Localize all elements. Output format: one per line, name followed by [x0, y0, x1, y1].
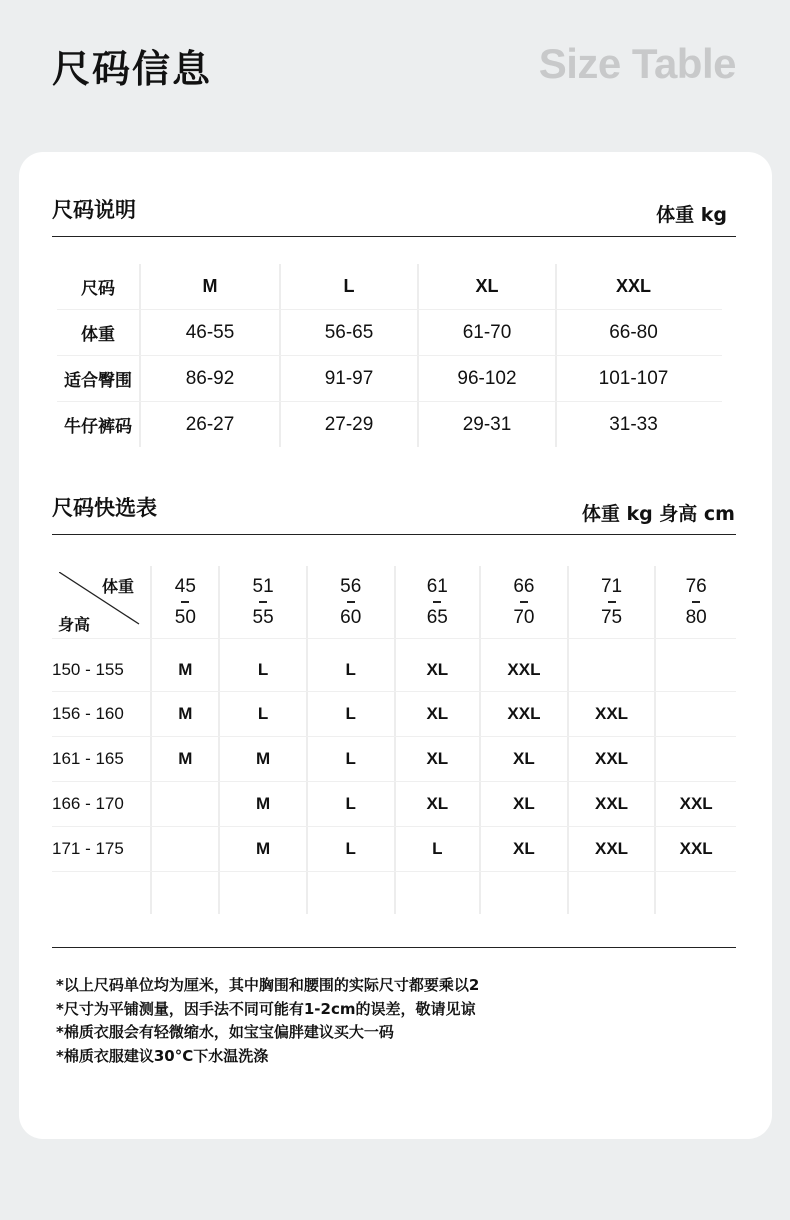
size-cell: L: [306, 737, 394, 781]
height-range: 171 - 175: [52, 839, 124, 858]
dash: [520, 601, 528, 603]
dash: [181, 601, 189, 603]
weight-from: 56: [340, 575, 362, 597]
quick-section-title: 尺码快选表: [52, 496, 157, 520]
dash: [608, 601, 616, 603]
quick-size-table: [52, 566, 736, 914]
size-cell: L: [306, 827, 394, 871]
table-cell: 56-65: [279, 310, 417, 355]
table-row: [57, 310, 722, 356]
dash: [347, 601, 355, 603]
weight-to: 50: [174, 606, 196, 628]
size-cell: XXL: [654, 782, 736, 826]
corner-cell: [52, 566, 150, 638]
quick-section-unit: 体重 kg 身高 cm: [581, 503, 735, 525]
height-range: 150 - 155: [52, 660, 124, 679]
dash: [433, 601, 441, 603]
dash: [259, 601, 267, 603]
size-cell: XL: [394, 692, 480, 736]
size-cell: [654, 692, 736, 736]
weight-range: [306, 566, 394, 638]
size-cell: M: [150, 639, 218, 691]
weight-range: [479, 566, 567, 638]
weight-from: 45: [174, 575, 196, 597]
page-subtitle: Size Table: [538, 40, 736, 87]
empty-cell: [52, 872, 150, 914]
size-table: [57, 264, 722, 447]
weight-range: [654, 566, 736, 638]
size-cell: XXL: [654, 827, 736, 871]
height-range: 166 - 170: [52, 794, 124, 813]
notes-divider: [52, 947, 736, 948]
size-cell: XL: [479, 782, 567, 826]
table-cell: 61-70: [417, 310, 555, 355]
weight-from: 51: [252, 575, 274, 597]
size-cell: [654, 737, 736, 781]
empty-cell: [218, 872, 306, 914]
size-cell: XL: [394, 782, 480, 826]
weight-to: 80: [685, 606, 707, 628]
size-cell: L: [306, 639, 394, 691]
size-cell: [654, 639, 736, 691]
weight-from: 66: [513, 575, 535, 597]
size-card: [19, 152, 772, 1139]
size-cell: L: [306, 692, 394, 736]
size-cell: M: [218, 827, 306, 871]
table-cell: 27-29: [279, 402, 417, 447]
empty-cell: [567, 872, 655, 914]
table-row: [52, 737, 736, 782]
empty-cell: [394, 872, 480, 914]
size-cell: XXL: [567, 692, 655, 736]
weight-from: 61: [426, 575, 448, 597]
table-row: [52, 692, 736, 737]
corner-weight-label: 体重: [102, 577, 135, 596]
size-cell: [150, 782, 218, 826]
weight-range: [150, 566, 218, 638]
table-row: [52, 782, 736, 827]
size-cell: XL: [394, 737, 480, 781]
page-title: 尺码信息: [52, 47, 213, 91]
table-row: [52, 827, 736, 872]
table-cell: 29-31: [417, 402, 555, 447]
size-section-unit: 体重 kg: [656, 204, 727, 226]
size-cell: M: [218, 782, 306, 826]
empty-cell: [654, 872, 736, 914]
table-cell: 91-97: [279, 356, 417, 401]
weight-to: 60: [340, 606, 362, 628]
weight-to: 65: [426, 606, 448, 628]
weight-from: 76: [685, 575, 707, 597]
size-table-header: [57, 264, 722, 310]
size-cell: XXL: [567, 827, 655, 871]
care-notes: [56, 974, 479, 1068]
row-label: 体重: [81, 325, 115, 345]
quick-table-header: [52, 566, 736, 639]
note-line: *以上尺码单位均为厘米，其中胸围和腰围的实际尺寸都要乘以2: [56, 976, 480, 994]
weight-from: 71: [600, 575, 623, 597]
header-cell: XXL: [555, 264, 710, 309]
table-cell: 86-92: [139, 356, 279, 401]
size-cell: L: [394, 827, 480, 871]
section-divider: [52, 236, 736, 237]
size-cell: XL: [394, 639, 480, 691]
size-cell: M: [150, 692, 218, 736]
size-cell: XL: [479, 827, 567, 871]
dash: [692, 601, 700, 603]
table-cell: 31-33: [555, 402, 710, 447]
weight-to: 70: [513, 606, 535, 628]
table-row: [52, 639, 736, 692]
weight-to: 55: [252, 606, 274, 628]
row-label: 适合臀围: [64, 371, 132, 391]
size-cell: XXL: [479, 692, 567, 736]
size-cell: XXL: [567, 782, 655, 826]
size-section-title: 尺码说明: [52, 198, 136, 222]
size-cell: M: [150, 737, 218, 781]
header-cell: XL: [417, 264, 555, 309]
corner-height-label: 身高: [58, 615, 91, 634]
size-cell: L: [218, 639, 306, 691]
section-divider: [52, 534, 736, 535]
note-line: *棉质衣服建议30°C下水温洗涤: [56, 1046, 269, 1065]
empty-cell: [306, 872, 394, 914]
size-cell: M: [218, 737, 306, 781]
weight-range: [394, 566, 480, 638]
header-cell: M: [139, 264, 279, 309]
size-cell: [567, 639, 655, 691]
table-row: [57, 356, 722, 402]
empty-cell: [150, 872, 218, 914]
weight-range: [567, 566, 655, 638]
size-cell: L: [218, 692, 306, 736]
table-row: [57, 402, 722, 447]
note-line: *棉质衣服会有轻微缩水，如宝宝偏胖建议买大一码: [56, 1023, 394, 1041]
table-cell: 96-102: [417, 356, 555, 401]
empty-cell: [479, 872, 567, 914]
note-line: *尺寸为平铺测量，因手法不同可能有1-2cm的误差，敬请见谅: [56, 999, 476, 1018]
table-cell: 26-27: [139, 402, 279, 447]
height-range: 161 - 165: [52, 749, 124, 768]
table-cell: 66-80: [555, 310, 710, 355]
size-cell: XL: [479, 737, 567, 781]
header-cell: 尺码: [81, 279, 115, 299]
weight-to: 75: [600, 606, 623, 628]
weight-range: [218, 566, 306, 638]
size-cell: XXL: [567, 737, 655, 781]
table-cell: 101-107: [555, 356, 710, 401]
row-label: 牛仔裤码: [64, 417, 132, 437]
size-cell: XXL: [479, 639, 567, 691]
size-cell: L: [306, 782, 394, 826]
table-cell: 46-55: [139, 310, 279, 355]
header-cell: L: [279, 264, 417, 309]
table-row-empty: [52, 872, 736, 914]
height-range: 156 - 160: [52, 704, 124, 723]
size-cell: [150, 827, 218, 871]
